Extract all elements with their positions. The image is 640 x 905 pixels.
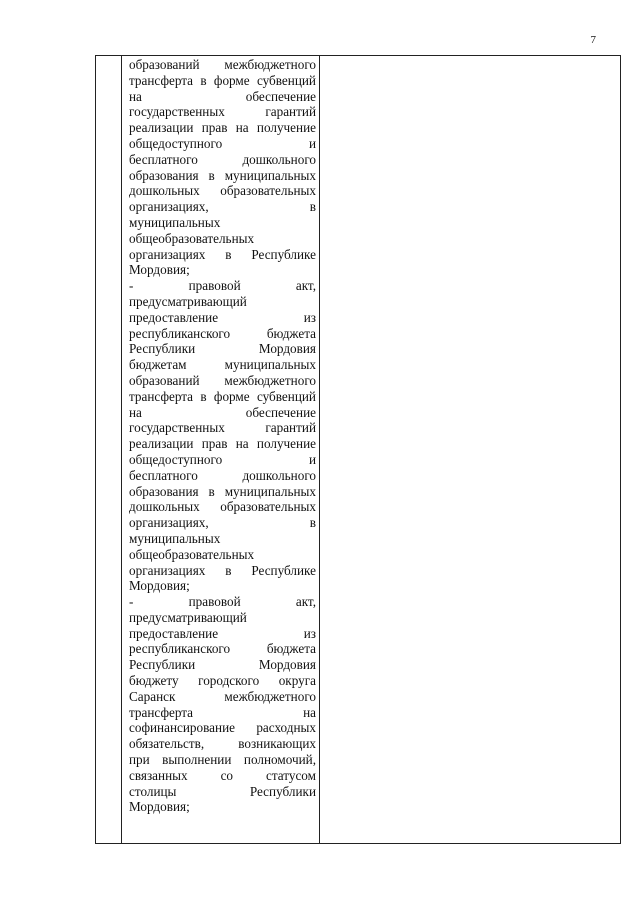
cell-text-line: муниципальных [129,214,221,230]
cell-text-line: государственных гарантий [129,420,316,436]
cell-text-line: столицы Республики [129,783,316,799]
cell-text-line: обязательств, возникающих [129,736,316,752]
cell-text-line: Саранск межбюджетного [129,688,316,704]
cell-text-line: общеобразовательных [129,230,255,246]
cell-text-line: трансферта в форме субвенций [129,388,316,404]
cell-text-line: организациях, в [129,515,316,531]
cell-text-line: Республики Мордовия [129,657,316,673]
cell-text-line: организациях в Республике [129,246,316,262]
cell-text-line: на обеспечение [129,88,316,104]
cell-text-line: софинансирование расходных [129,720,316,736]
table-cell-text [129,57,316,815]
cell-text-line: образования в муниципальных [129,483,316,499]
cell-text-line: - правовой акт, [129,278,316,294]
cell-text-line: Мордовия; [129,578,190,594]
cell-text-line: предоставление из [129,309,316,325]
cell-text-line: связанных со статусом [129,767,316,783]
cell-text-line: общедоступного и [129,135,316,151]
cell-text-line: общеобразовательных [129,546,255,562]
cell-text-line: бюджету городского округа [129,673,316,689]
cell-text-line: дошкольных образовательных [129,183,316,199]
cell-text-line: реализации прав на получение [129,436,316,452]
cell-text-line: - правовой акт, [129,594,316,610]
cell-text-line: республиканского бюджета [129,325,316,341]
cell-text-line: организациях, в [129,199,316,215]
cell-text-line: при выполнении полномочий, [129,752,316,768]
cell-text-line: муниципальных [129,530,221,546]
cell-text-line: дошкольных образовательных [129,499,316,515]
document-table [95,55,621,844]
cell-text-line: бесплатного дошкольного [129,467,316,483]
cell-text-line: Мордовия; [129,799,190,815]
cell-text-line: предусматривающий [129,293,247,309]
cell-text-line: общедоступного и [129,451,316,467]
cell-text-line: Республики Мордовия [129,341,316,357]
cell-text-line: бесплатного дошкольного [129,151,316,167]
cell-text-line: государственных гарантий [129,104,316,120]
cell-text-line: предусматривающий [129,609,247,625]
cell-text-line: на обеспечение [129,404,316,420]
cell-text-line: образований межбюджетного [129,372,316,388]
column-divider-left [121,56,122,843]
cell-text-line: образований межбюджетного [129,57,316,72]
cell-text-line: Мордовия; [129,262,190,278]
cell-text-line: трансферта в форме субвенций [129,72,316,88]
cell-text-line: бюджетам муниципальных [129,357,316,373]
cell-text-line: образования в муниципальных [129,167,316,183]
cell-text-line: реализации прав на получение [129,120,316,136]
page-number: 7 [590,34,596,46]
cell-text-line: республиканского бюджета [129,641,316,657]
cell-text-line: организациях в Республике [129,562,316,578]
cell-text-line: предоставление из [129,625,316,641]
table-cell-empty [320,56,620,843]
cell-text-line: трансферта на [129,704,316,720]
